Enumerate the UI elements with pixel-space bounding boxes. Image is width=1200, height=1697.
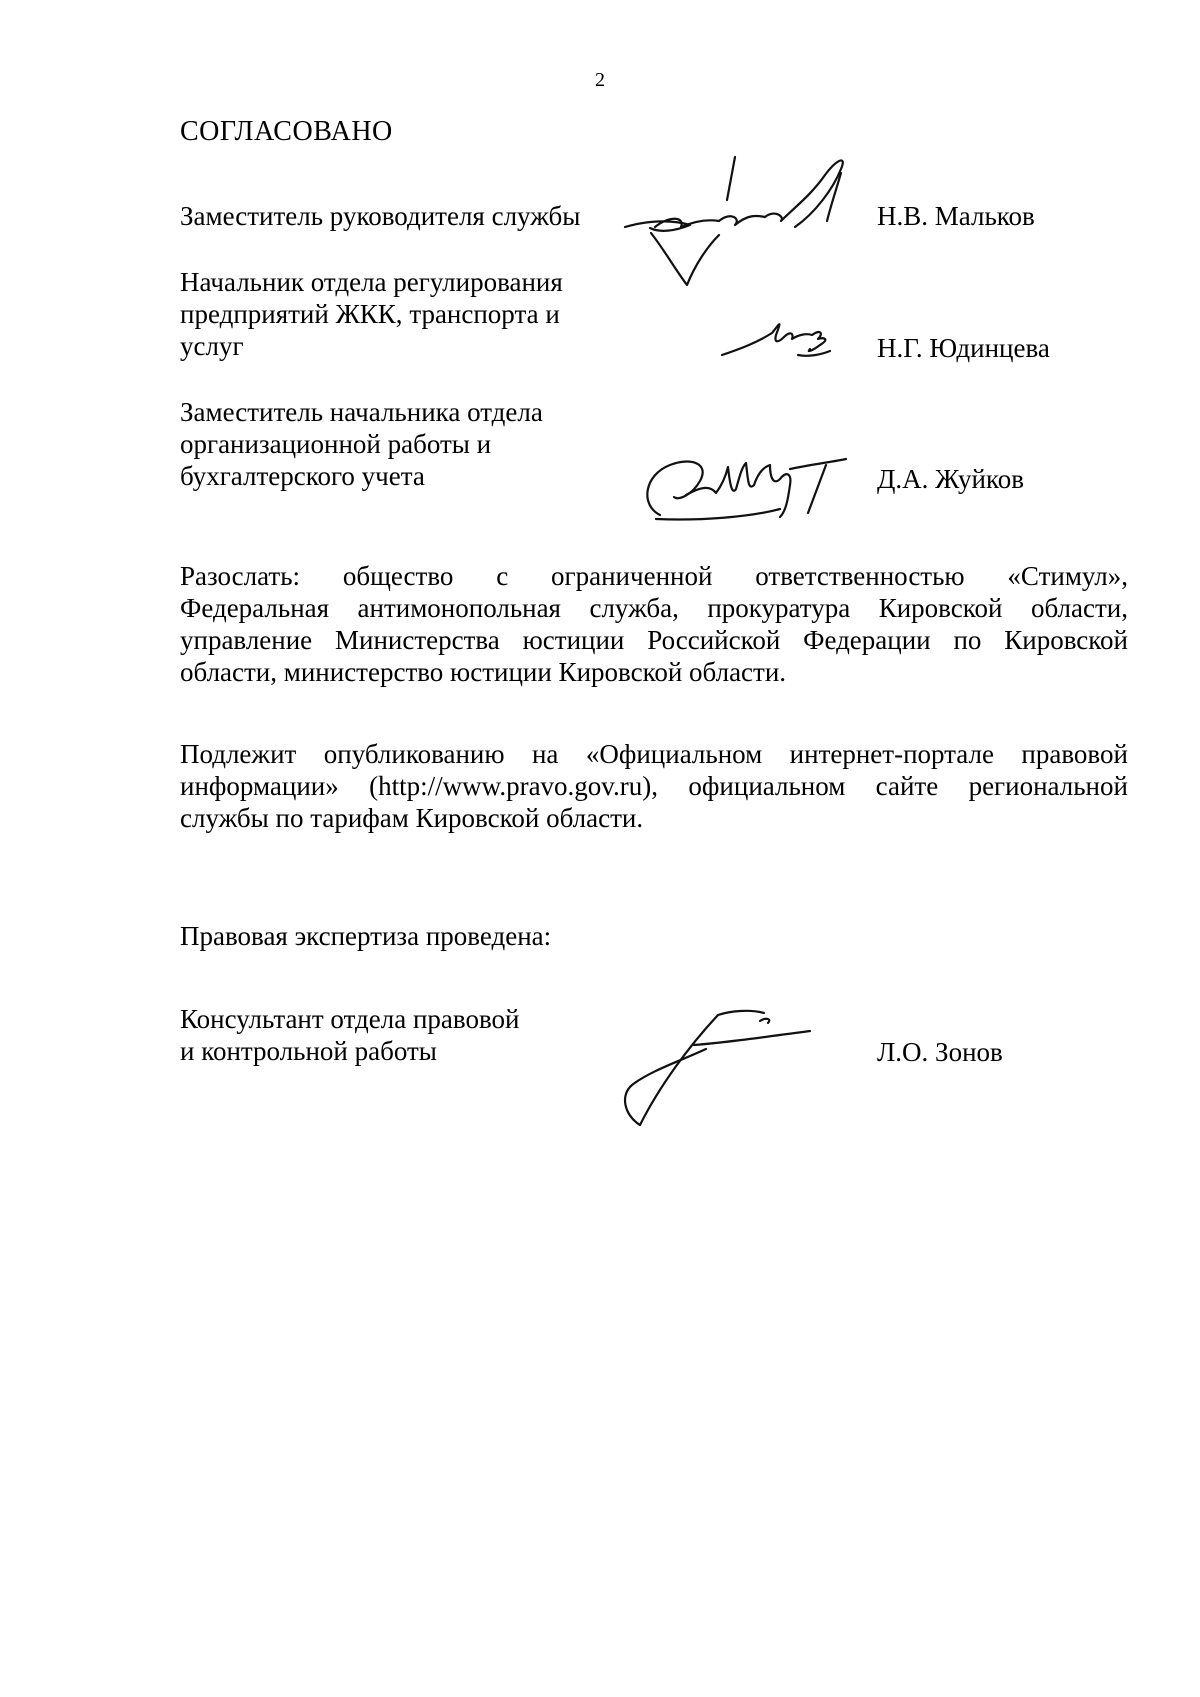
approver-3-title-line-3: бухгалтерского учета xyxy=(180,461,425,491)
publication-word: официальном xyxy=(688,771,846,801)
distribution-paragraph xyxy=(180,560,1128,688)
signature-3-image xyxy=(630,445,850,535)
approver-1-title xyxy=(180,200,640,232)
distribution-word: по xyxy=(953,625,982,655)
approver-2-word: ЖКК, xyxy=(335,299,403,329)
approver-3-name: Д.А. Жуйков xyxy=(877,464,1024,494)
distribution-word: Федерации xyxy=(803,625,931,655)
approver-2-title-line-2 xyxy=(180,298,640,330)
legal-review-name: Л.О. Зонов xyxy=(877,1037,1003,1067)
publication-word: сайте xyxy=(875,771,939,801)
approver-2-word: транспорта xyxy=(409,299,539,329)
legal-review-label: Правовая экспертиза проведена: xyxy=(180,921,552,951)
publication-word: информации» xyxy=(180,771,339,801)
publication-line-1 xyxy=(180,738,1128,770)
distribution-word: Российской xyxy=(647,625,781,655)
publication-line-3: службы по тарифам Кировской области. xyxy=(180,803,644,833)
distribution-word: юстиции xyxy=(522,625,625,655)
distribution-word: Министерства xyxy=(335,625,500,655)
publication-line-2 xyxy=(180,770,1128,802)
distribution-word: «Стимул», xyxy=(1007,561,1128,591)
publication-word: на xyxy=(531,739,559,769)
approver-3-title xyxy=(180,396,640,492)
publication-word: «Официальном xyxy=(585,739,763,769)
publication-word: Подлежит xyxy=(180,739,297,769)
approver-2-title xyxy=(180,266,640,362)
distribution-word: управление xyxy=(180,625,313,655)
signature-2-image xyxy=(720,315,840,365)
publication-word: (http://www.pravo.gov.ru), xyxy=(369,771,659,801)
distribution-word: Федеральная xyxy=(180,593,330,623)
approver-3-title-line-2: организационной работы и xyxy=(180,429,492,459)
distribution-word: ограниченной xyxy=(551,561,713,591)
distribution-word: общество xyxy=(342,561,454,591)
approver-3-title-line-1: Заместитель начальника отдела xyxy=(180,397,543,427)
publication-word: опубликованию xyxy=(323,739,505,769)
distribution-word: прокуратура xyxy=(707,593,851,623)
distribution-line-2 xyxy=(180,592,1128,624)
approver-2-title-line-3: услуг xyxy=(180,331,244,361)
legal-review-title-line-1: Консультант отдела правовой xyxy=(180,1004,520,1034)
approval-heading: СОГЛАСОВАНО xyxy=(180,116,393,147)
distribution-line-3 xyxy=(180,624,1128,656)
publication-word: правовой xyxy=(1021,739,1128,769)
distribution-word: антимонопольная xyxy=(357,593,561,623)
approver-1-title-line: Заместитель руководителя службы xyxy=(180,201,581,231)
legal-review-title xyxy=(180,1003,640,1067)
legal-review-title-line-2: и контрольной работы xyxy=(180,1036,437,1066)
page-number: 2 xyxy=(595,69,605,91)
publication-word: региональной xyxy=(968,771,1128,801)
approver-2-word: предприятий xyxy=(180,299,329,329)
approver-1-name: Н.В. Мальков xyxy=(877,201,1035,231)
publication-word: интернет-портале xyxy=(789,739,994,769)
distribution-label: Разослать: xyxy=(180,561,301,591)
distribution-word: служба, xyxy=(589,593,679,623)
distribution-word: Кировской xyxy=(878,593,1003,623)
approver-2-title-line-1: Начальник отдела регулирования xyxy=(180,267,563,297)
distribution-word: ответственностью xyxy=(755,561,965,591)
distribution-word: с xyxy=(496,561,509,591)
signature-4-image xyxy=(610,1005,820,1135)
approver-2-name: Н.Г. Юдинцева xyxy=(877,333,1050,363)
distribution-line-1 xyxy=(180,560,1128,592)
signature-1-image xyxy=(615,155,875,290)
approver-2-word: и xyxy=(545,299,560,329)
distribution-word: области, xyxy=(1030,593,1128,623)
distribution-word: Кировской xyxy=(1004,625,1128,655)
distribution-line-4: области, министерство юстиции Кировской области. xyxy=(180,657,787,687)
publication-paragraph xyxy=(180,738,1128,834)
